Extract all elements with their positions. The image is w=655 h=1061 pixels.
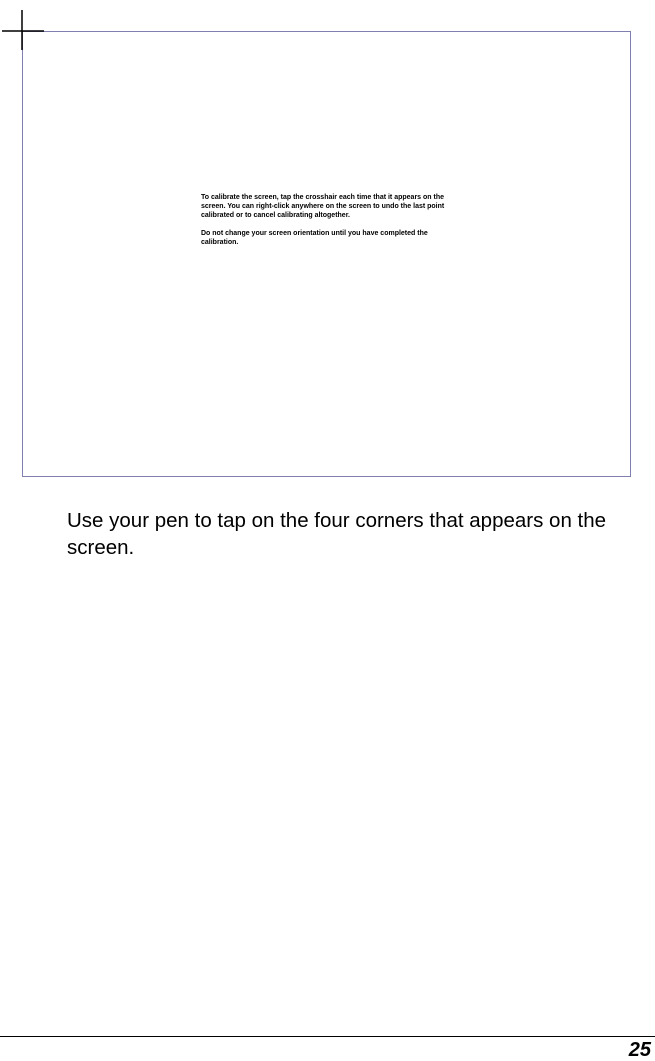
calibration-instruction-text: To calibrate the screen, tap the crosshair each time that it appears on the screen. You can right-click anywhere on the screen to undo the last point calibrated or to cancel calibrating altogether. xyxy=(201,194,445,219)
pen-tap-instruction: Use your pen to tap on the four corners that appears on the screen. xyxy=(67,509,607,559)
crosshair-icon[interactable] xyxy=(0,0,46,52)
page-number: 25 xyxy=(628,1039,651,1061)
calibration-instructions xyxy=(201,193,453,247)
footer-divider xyxy=(0,1036,655,1037)
orientation-warning-text: Do not change your screen orientation until you have completed the calibration. xyxy=(201,230,428,246)
calibration-screen-frame xyxy=(22,31,631,477)
